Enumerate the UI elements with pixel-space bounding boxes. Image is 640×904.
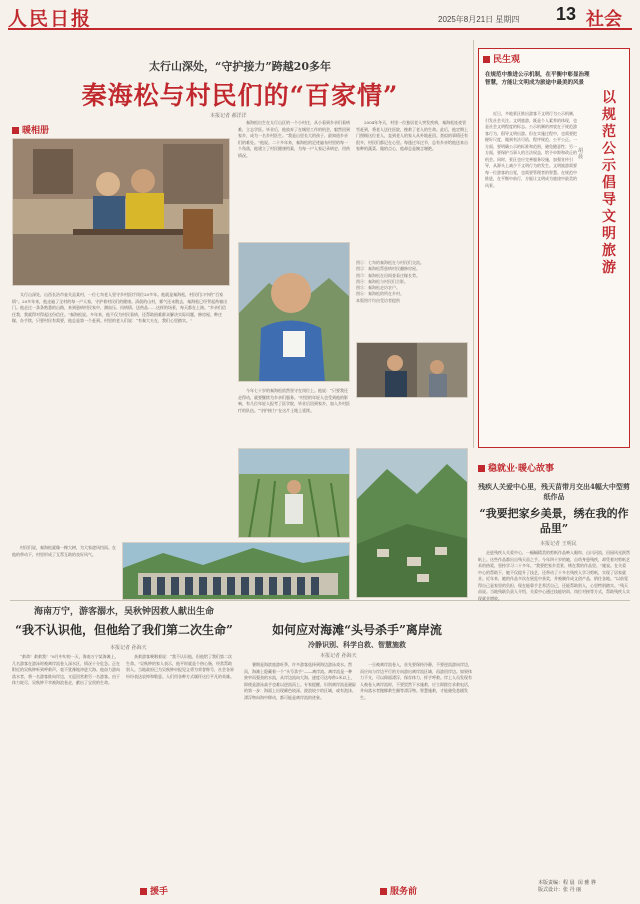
feature-byline: 本报记者 郝洋洋: [210, 113, 247, 119]
service-title: 如何应对海滩“头号杀手”离岸流: [272, 623, 442, 637]
photo-villagers-bench: [12, 138, 230, 286]
employment-kicker: 残疾人关爱中心里，残天苗带月交出4幅大中型剪纸作品: [478, 482, 630, 501]
photo-smiling-doctor: [238, 242, 350, 382]
service-body-col1: 暑期是海滨旅游旺季，许多游客选择到海边游泳戏水。然而，海滩上隐藏着一个“头号杀手”——离岸流。离岸流是一种狭窄而强劲的水流，从岸边流向大海，速度可达每秒2米以上，即使是游泳高手也难以逆流而上。专家提醒，识别离岸流是避险的第一步：海面上出现颜色较深、波浪较少的区域，或有泡沫、漂浮物向海中移动，都可能是离岸流的迹象。: [244, 662, 356, 700]
feature-body-col1: 太行山深处，山西长治市壶关县某村，一位七旬老人坚守乡村医疗岗位20多年。他就是秦海松，村民们口中的“百家情”。20多年来，他走遍了全村的每一户人家，守护着村民们的健康。清晨的山村，雾气还未散去，秦海松已经背起药箱出门。他走过一条条熟悉的山路，来到患病村民家中，测血压、问病情、送药品……这样的场景，每天都在上演。“乡亲们信任我，我就得对得起这份信任。”秦海松说。多年来，他不仅为村民看病，还帮助困难群众解决实际问题，修房屋、种庄稼、办手续，只要村民有需要，他总是第一个赶到。村里的老人们说：“有秦大夫在，我们心里踏实。”: [12, 292, 228, 323]
photo-villagers-bench-illustration: [13, 139, 230, 286]
feature-body-col2-top: 秦海松出生在太行山区的一个小村庄，从小看到乡亲们看病难，立志学医。毕业后，他放弃了在城里工作的机会，毅然回到家乡，成为一名乡村医生。“我是山里长大的孩子，最知道乡亲们的难处。”他说。二十多年来，秦海松的足迹遍布村里的每一个角落，他建立了村民健康档案，为每一户人家记录病史、用药情况。: [238, 120, 350, 158]
photo-home-visit-illustration: [357, 343, 468, 398]
label-square-icon: [478, 465, 485, 472]
photo-mountain-village: [356, 448, 468, 598]
civic-title: 以规范公示倡导文明旅游: [602, 90, 616, 276]
label-square-icon: [12, 127, 19, 134]
editor-credits: 本版责编：程 晨 闵 雅 骅 版式设计：张 丹 丽: [538, 880, 596, 893]
section-label-employment: 稳就业·暖心故事: [478, 462, 554, 474]
civic-body: 近日，多地景区推出游客不文明行为公示机制，引发社会关注。文明旅游，既是个人素养的体现，也是社会文明程度的标志。公示机制的初衷在于规范游客行为，倡导文明出游。但在实施过程中，也需要把握好尺度，做到有法可依、程序规范、公平公正。一方面，要明确公示的标准和范围，避免随意性；另一方面，要保护当事人的合法权益，给予申辩和改正的机会。同时，景区也应完善服务设施，加强宣传引导，从源头上减少不文明行为的发生。文明旅游需要每一位游客的自觉，也需要管理者的智慧。在规范中推进，在平衡中前行，方能让文明成为旅途中最美的风景。: [485, 111, 577, 188]
rescue-byline: 本报记者 孙海天: [110, 645, 147, 651]
photo-field-work: [238, 448, 350, 538]
service-body-col2: 一旦被离岸流卷入，首先要保持冷静，不要逆流游向岸边，而应向与岸边平行的方向游出离岸流区域，再游回岸边。如果体力不支，可以仰面漂浮，保存体力，挥手呼救。岸上人员发现有人被卷入离岸流时，不要贸然下水施救，应立即拨打求救电话，并向落水者抛掷救生圈等漂浮物。智慧施救，才能避免悲剧发生。: [360, 662, 472, 700]
label-square-icon: [140, 888, 147, 895]
label-square-icon: [483, 56, 490, 63]
rescue-body-col1: “救命！救救我！”8月中旬的一天，海南万宁某海滩上，几名游客在游泳时被离岸流卷入深水区，情况十分危急。正在附近的吴秋钟听到呼救声，毫不犹豫地冲进大海。他奋力游向落水者，将一名游客推向岸边，又返回营救另一名游客。由于体力耗尽，吴秋钟不幸被海浪卷走，献出了宝贵的生命。: [12, 654, 120, 685]
employment-body: 走进残疾人关爱中心，一幅幅精美的剪纸作品映入眼帘，山川河流、田园风光跃然纸上。这些作品都出自残天苗之手。今年四十岁的她，自幼身患残疾，却凭着对剪纸艺术的热爱，坚持学习二十多年。“我要把家乡美景，绣在我的作品里。”她说。在关爱中心的帮助下，她不仅提升了技艺，还带动了十多名残疾人学习剪纸，实现了居家就业。近年来，她的作品多次在展览中获奖，并被制作成文创产品，销往各地。“以前觉得自己是家里的负担，现在能靠手艺养活自己，还能帮助别人，心里特别踏实。”残天苗说。当地残联负责人介绍，关爱中心通过技能培训、岗位对接等方式，帮助残疾人实现就业增收。: [478, 550, 630, 601]
section-label-service: 服务前: [380, 885, 417, 897]
photo-group-villagers-illustration: [123, 543, 350, 600]
section-label-warm-album: 暖相册: [12, 124, 49, 136]
page-header: [8, 4, 632, 30]
rescue-kicker: 海南万宁，游客溺水，吴秋钟因救人献出生命: [33, 607, 214, 617]
feature-body-col3: 2004年冬天，村里一位独居老人突发疾病，秦海松连夜冒雪赶到，将老人送往医院，挽救了老人的生命。此后，他定期上门照顾这位老人，直到老人的家人从外地赶回。类似的事情还有很多，村民们都记在心里。每逢过年过节，总有乡亲给他送来自家种的蔬菜、做的点心，他却总是婉言谢绝。: [356, 120, 468, 151]
civic-standfirst: 在规范中推进公示机制，在平衡中彰显治理智慧，方能让文明成为旅途中最美的风景: [485, 72, 590, 86]
employment-byline: 本报记者 王明民: [540, 541, 577, 547]
photo-smiling-doctor-illustration: [239, 243, 350, 382]
feature-body-col2-bottom: 今年七十岁的秦海松依然坚守在岗位上。他说：“只要我还走得动，就要继续为乡亲们服务。”村里的年轻人也受到他的影响，有几位年轻人报考了医学院，毕业后回到家乡，加入乡村医疗的队伍。“守护接力”在这片土地上延续。: [238, 388, 350, 413]
page-number: 13: [556, 4, 577, 24]
feature-kicker: 太行山深处，“守护接力”跨越20多年: [149, 60, 331, 73]
employment-title: “我要把家乡美景，绣在我的作品里”: [479, 507, 629, 535]
feature-body-col1-bottom: 村民们说，秦海松就像一棵大树，为大家遮风挡雨。在他的带动下，村里形成了互帮互助的良好风气。: [12, 545, 116, 557]
section-name: 社会: [586, 9, 622, 30]
section-label-help: 援手: [140, 885, 168, 897]
feature-title: 秦海松与村民们的“百家情”: [81, 81, 399, 110]
photo-mountain-village-illustration: [357, 449, 468, 598]
rescue-title: “我不认识他，但他给了我们第二次生命”: [15, 623, 233, 637]
masthead-date: 2025年8月21日 星期四: [438, 15, 520, 24]
photo-home-visit: [356, 342, 468, 398]
section-label-civic: 民生观: [483, 53, 520, 65]
civic-author: 胡 晨: [578, 148, 584, 160]
rescue-body-col2: 获救游客哽咽着说：“我不认识他，但他给了我们第二次生命。”吴秋钟的家人表示，他平时就是个热心肠，经常帮助别人。当地政府已为吴秋钟申报见义勇为荣誉称号，社会各界纷纷表达哀悼和敬意。人们用各种方式缅怀这位平凡的英雄。: [126, 654, 234, 679]
feature-photo-captions: 图①：七旬的秦海松在与村民们交流。 图②：秦海松帮患病村民翻修房屋。 图③：秦海松在田间查看庄稼长势。 图④：秦海松与村民们合影。 图⑤：秦海松走访农户。 图⑥：秦海松的所在乡村。 本版图片均由受访者提供: [356, 260, 424, 303]
masthead-logo: 人民日报: [8, 8, 93, 30]
photo-group-villagers: [122, 542, 350, 600]
photo-field-work-illustration: [239, 449, 350, 538]
service-byline: 本报记者 孙海天: [320, 653, 357, 659]
column-divider: [473, 40, 474, 448]
service-subtitle: 冷静识别、科学自救、智慧施救: [308, 640, 406, 649]
label-square-icon: [380, 888, 387, 895]
